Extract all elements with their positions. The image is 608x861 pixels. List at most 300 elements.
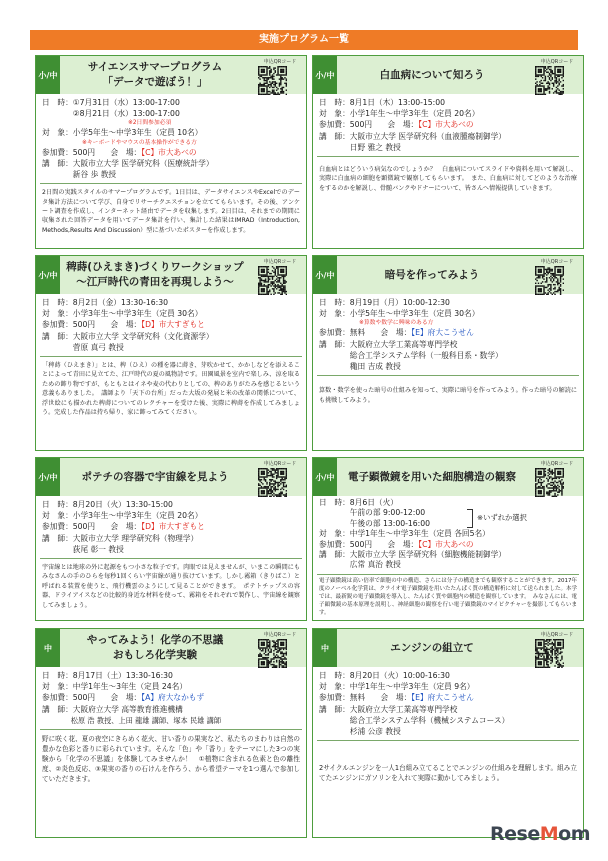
- qr-module: [270, 493, 271, 494]
- qr-module: [547, 480, 548, 481]
- qr-module: [264, 84, 265, 85]
- qr-module: [264, 658, 265, 659]
- qr-module: [561, 92, 562, 93]
- qr-module: [545, 649, 546, 650]
- qr-module: [262, 89, 263, 90]
- qr-module: [563, 646, 564, 647]
- qr-module: [536, 639, 537, 640]
- apply-qr[interactable]: [535, 461, 579, 501]
- qr-module: [281, 285, 282, 286]
- qr-module: [542, 487, 543, 488]
- qr-code-icon: [535, 66, 564, 95]
- qr-module: [535, 273, 536, 274]
- qr-module: [547, 76, 548, 77]
- qr-module: [261, 269, 262, 270]
- qr-module: [557, 81, 558, 82]
- qr-module: [261, 661, 262, 662]
- qr-module: [546, 269, 547, 270]
- qr-module: [547, 491, 548, 492]
- qr-module: [556, 658, 557, 659]
- qr-module: [535, 489, 536, 490]
- qr-module: [270, 283, 271, 284]
- qr-module: [275, 667, 276, 668]
- qr-module: [269, 490, 270, 491]
- qr-module: [557, 651, 558, 652]
- qr-module: [273, 289, 274, 290]
- qr-module: [275, 67, 276, 68]
- apply-qr[interactable]: [535, 259, 579, 299]
- qr-module: [286, 653, 287, 654]
- qr-module: [261, 667, 262, 668]
- qr-module: [273, 469, 274, 470]
- qr-module: [258, 69, 259, 70]
- qr-module: [554, 639, 555, 640]
- qr-module: [543, 69, 544, 70]
- qr-module: [269, 66, 270, 67]
- qr-module: [556, 653, 557, 654]
- qr-module: [539, 487, 540, 488]
- qr-module: [554, 471, 555, 472]
- qr-module: [556, 66, 557, 67]
- qr-module: [535, 646, 536, 647]
- qr-module: [549, 84, 550, 85]
- qr-module: [286, 84, 287, 85]
- qr-module: [549, 92, 550, 93]
- qr-module: [265, 266, 266, 267]
- qr-module: [277, 640, 278, 641]
- qr-module: [268, 493, 269, 494]
- qr-module: [535, 472, 536, 473]
- qr-module: [286, 80, 287, 81]
- qr-module: [543, 273, 544, 274]
- qr-module: [543, 493, 544, 494]
- qr-module: [276, 646, 277, 647]
- logo-accent: M: [539, 823, 559, 845]
- qr-module: [547, 667, 548, 668]
- qr-module: [557, 289, 558, 290]
- qr-module: [273, 480, 274, 481]
- qr-module: [539, 94, 540, 95]
- card-title: [339, 462, 525, 492]
- apply-qr[interactable]: [258, 259, 302, 299]
- qr-module: [538, 276, 539, 277]
- qr-module: [545, 273, 546, 274]
- qr-module: [539, 274, 540, 275]
- qr-module: [258, 664, 259, 665]
- qr-module: [265, 83, 266, 84]
- qr-module: [543, 658, 544, 659]
- qr-module: [276, 478, 277, 479]
- qr-module: [539, 70, 540, 71]
- qr-module: [557, 72, 558, 73]
- qr-module: [272, 76, 273, 77]
- qr-module: [264, 642, 265, 643]
- info-fee-venue: 参加費：500円 会 場：【D】市大すぎもと: [42, 522, 205, 532]
- qr-module: [258, 87, 259, 88]
- qr-module: [286, 469, 287, 470]
- program-list-banner: 実施プログラム一覧: [30, 30, 578, 50]
- qr-module: [539, 667, 540, 668]
- qr-module: [286, 471, 287, 472]
- qr-module: [259, 78, 260, 79]
- qr-module: [535, 89, 536, 90]
- apply-qr[interactable]: [258, 632, 302, 672]
- qr-module: [270, 650, 271, 651]
- qr-module: [547, 269, 548, 270]
- qr-module: [258, 483, 259, 484]
- qr-module: [286, 647, 287, 648]
- qr-module: [272, 667, 273, 668]
- qr-module: [557, 468, 558, 469]
- qr-module: [279, 494, 280, 495]
- qr-module: [542, 482, 543, 483]
- qr-module: [547, 654, 548, 655]
- qr-module: [270, 294, 271, 295]
- qr-module: [259, 480, 260, 481]
- qr-module: [549, 468, 550, 469]
- qr-module: [269, 74, 270, 75]
- qr-module: [552, 647, 553, 648]
- qr-module: [563, 476, 564, 477]
- qr-module: [286, 89, 287, 90]
- qr-module: [264, 639, 265, 640]
- qr-module: [539, 645, 540, 646]
- qr-module: [543, 469, 544, 470]
- qr-module: [535, 266, 536, 267]
- qr-module: [554, 476, 555, 477]
- qr-module: [545, 643, 546, 644]
- qr-module: [557, 85, 558, 86]
- qr-module: [268, 661, 269, 662]
- qr-module: [563, 482, 564, 483]
- qr-module: [545, 66, 546, 67]
- qr-module: [563, 70, 564, 71]
- qr-module: [536, 94, 537, 95]
- qr-module: [258, 66, 259, 67]
- qr-module: [539, 482, 540, 483]
- qr-module: [549, 288, 550, 289]
- qr-module: [264, 294, 265, 295]
- qr-module: [262, 658, 263, 659]
- qr-module: [557, 642, 558, 643]
- qr-module: [543, 291, 544, 292]
- qr-module: [284, 266, 285, 267]
- qr-module: [268, 472, 269, 473]
- qr-module: [276, 494, 277, 495]
- qr-module: [258, 274, 259, 275]
- apply-qr[interactable]: [535, 59, 579, 99]
- qr-module: [547, 664, 548, 665]
- qr-module: [262, 468, 263, 469]
- qr-module: [277, 66, 278, 67]
- qr-module: [258, 70, 259, 71]
- qr-module: [264, 83, 265, 84]
- qr-module: [284, 280, 285, 281]
- qr-module: [259, 283, 260, 284]
- qr-module: [557, 70, 558, 71]
- qr-module: [283, 287, 284, 288]
- program-card-chemistry: [35, 628, 307, 838]
- qr-module: [561, 94, 562, 95]
- qr-module: [269, 643, 270, 644]
- qr-module: [276, 654, 277, 655]
- info-fee-venue: 参加費：500円 会 場：【A】府大なかもず: [42, 693, 205, 703]
- qr-module: [275, 642, 276, 643]
- card-title: [339, 633, 525, 663]
- qr-module: [276, 649, 277, 650]
- qr-module: [547, 67, 548, 68]
- qr-module: [272, 77, 273, 78]
- qr-module: [543, 474, 544, 475]
- qr-module: [547, 645, 548, 646]
- qr-module: [258, 74, 259, 75]
- qr-module: [547, 88, 548, 89]
- qr-module: [535, 285, 536, 286]
- qr-module: [280, 471, 281, 472]
- qr-module: [266, 74, 267, 75]
- qr-module: [563, 639, 564, 640]
- qr-module: [270, 489, 271, 490]
- qr-module: [273, 642, 274, 643]
- card-description: 算数・数学を使った暗号の仕組みを知って、実際に暗号を作ってみよう。作った暗号の解読にも挑戦してみよう。: [319, 387, 577, 404]
- qr-module: [261, 664, 262, 665]
- qr-module: [279, 278, 280, 279]
- qr-module: [286, 94, 287, 95]
- qr-module: [541, 76, 542, 77]
- qr-module: [277, 67, 278, 68]
- qr-module: [279, 274, 280, 275]
- qr-module: [541, 474, 542, 475]
- program-card-cosmic-ray: [35, 457, 307, 621]
- qr-module: [258, 496, 259, 497]
- qr-module: [541, 658, 542, 659]
- qr-module: [558, 80, 559, 81]
- qr-module: [553, 482, 554, 483]
- qr-module: [545, 80, 546, 81]
- qr-module: [280, 657, 281, 658]
- qr-module: [277, 485, 278, 486]
- qr-module: [269, 87, 270, 88]
- qr-module: [283, 653, 284, 654]
- qr-module: [545, 660, 546, 661]
- qr-module: [554, 651, 555, 652]
- qr-module: [558, 84, 559, 85]
- qr-module: [538, 643, 539, 644]
- grade-badge: 小/中: [313, 458, 337, 496]
- qr-module: [261, 74, 262, 75]
- qr-module: [283, 654, 284, 655]
- qr-module: [264, 288, 265, 289]
- qr-module: [557, 643, 558, 644]
- qr-module: [283, 72, 284, 73]
- qr-module: [552, 653, 553, 654]
- qr-module: [265, 658, 266, 659]
- qr-module: [286, 486, 287, 487]
- qr-module: [543, 646, 544, 647]
- qr-module: [273, 291, 274, 292]
- qr-module: [554, 284, 555, 285]
- qr-module: [264, 272, 265, 273]
- qr-module: [561, 77, 562, 78]
- qr-module: [258, 645, 259, 646]
- qr-module: [535, 650, 536, 651]
- qr-module: [281, 66, 282, 67]
- qr-module: [280, 74, 281, 75]
- qr-module: [275, 486, 276, 487]
- qr-module: [554, 468, 555, 469]
- qr-module: [557, 274, 558, 275]
- qr-module: [547, 469, 548, 470]
- info-fee-venue: 参加費：500円 会 場：【C】市大あべの: [42, 147, 197, 157]
- qr-module: [272, 281, 273, 282]
- qr-module: [272, 483, 273, 484]
- qr-module: [268, 645, 269, 646]
- qr-module: [558, 269, 559, 270]
- qr-module: [264, 645, 265, 646]
- qr-module: [546, 493, 547, 494]
- apply-qr[interactable]: [258, 59, 302, 99]
- qr-module: [558, 76, 559, 77]
- qr-module: [269, 645, 270, 646]
- qr-module: [261, 88, 262, 89]
- qr-module: [552, 490, 553, 491]
- qr-module: [273, 94, 274, 95]
- qr-module: [273, 489, 274, 490]
- qr-module: [284, 667, 285, 668]
- qr-module: [266, 269, 267, 270]
- qr-module: [277, 656, 278, 657]
- qr-module: [268, 665, 269, 666]
- title-line: 電子顕微鏡を用いた細胞構造の観察: [348, 470, 516, 483]
- qr-module: [261, 272, 262, 273]
- qr-module: [552, 479, 553, 480]
- qr-module: [283, 639, 284, 640]
- qr-module: [277, 482, 278, 483]
- qr-module: [275, 643, 276, 644]
- qr-module: [286, 476, 287, 477]
- qr-module: [261, 94, 262, 95]
- qr-module: [558, 490, 559, 491]
- qr-module: [284, 657, 285, 658]
- qr-module: [556, 74, 557, 75]
- qr-module: [561, 665, 562, 666]
- qr-module: [258, 640, 259, 641]
- qr-module: [279, 482, 280, 483]
- qr-module: [539, 496, 540, 497]
- qr-module: [270, 273, 271, 274]
- info-date: 日 時：8月6日（火）: [319, 498, 398, 507]
- qr-module: [266, 472, 267, 473]
- qr-module: [258, 468, 259, 469]
- qr-module: [536, 468, 537, 469]
- qr-module: [284, 281, 285, 282]
- qr-module: [286, 67, 287, 68]
- qr-module: [276, 667, 277, 668]
- qr-module: [547, 657, 548, 658]
- session-bracket: [467, 509, 473, 528]
- card-description: 白血病とはどういう病気なのでしょうか？ 白血病についてスライドや資料を用いて解説し、実際に白血病の細胞を顕微鏡で観察してもらいます。 また、白血病に対してどのような治療をするのかを解説し、骨髄バンクやドナーについて、皆さんへ情報提供していきます。: [319, 166, 577, 192]
- qr-module: [550, 72, 551, 73]
- qr-module: [535, 292, 536, 293]
- qr-module: [268, 77, 269, 78]
- qr-module: [269, 289, 270, 290]
- qr-module: [283, 474, 284, 475]
- qr-module: [557, 650, 558, 651]
- qr-module: [286, 72, 287, 73]
- qr-module: [561, 490, 562, 491]
- qr-module: [277, 72, 278, 73]
- qr-module: [258, 85, 259, 86]
- apply-qr[interactable]: [535, 632, 579, 672]
- qr-module: [539, 85, 540, 86]
- qr-module: [541, 645, 542, 646]
- qr-module: [258, 277, 259, 278]
- qr-module: [283, 78, 284, 79]
- qr-module: [552, 281, 553, 282]
- qr-module: [542, 496, 543, 497]
- qr-module: [259, 667, 260, 668]
- qr-module: [261, 283, 262, 284]
- info-date: 日 時：8月20日（火）10:00-16:30: [319, 671, 450, 680]
- qr-module: [281, 645, 282, 646]
- qr-module: [545, 89, 546, 90]
- qr-module: [535, 267, 536, 268]
- qr-module: [286, 496, 287, 497]
- qr-module: [261, 84, 262, 85]
- qr-module: [554, 480, 555, 481]
- qr-module: [560, 292, 561, 293]
- qr-module: [272, 640, 273, 641]
- qr-module: [280, 289, 281, 290]
- qr-module: [549, 654, 550, 655]
- qr-module: [286, 83, 287, 84]
- qr-module: [272, 283, 273, 284]
- qr-module: [542, 658, 543, 659]
- qr-module: [539, 72, 540, 73]
- qr-module: [538, 269, 539, 270]
- qr-module: [543, 468, 544, 469]
- qr-module: [258, 72, 259, 73]
- qr-module: [258, 94, 259, 95]
- qr-module: [261, 491, 262, 492]
- qr-module: [273, 288, 274, 289]
- apply-qr[interactable]: [258, 461, 302, 501]
- qr-module: [258, 288, 259, 289]
- qr-module: [262, 85, 263, 86]
- qr-module: [558, 283, 559, 284]
- qr-module: [561, 667, 562, 668]
- info-target: 対 象：中学1年生～3年生（定員 24名）: [42, 682, 188, 692]
- qr-module: [279, 657, 280, 658]
- qr-module: [272, 87, 273, 88]
- qr-module: [261, 482, 262, 483]
- qr-module: [547, 72, 548, 73]
- card-title-bar: [36, 458, 306, 496]
- qr-module: [557, 66, 558, 67]
- qr-module: [539, 490, 540, 491]
- qr-module: [547, 479, 548, 480]
- qr-module: [281, 493, 282, 494]
- qr-module: [535, 496, 536, 497]
- qr-module: [280, 88, 281, 89]
- qr-module: [277, 645, 278, 646]
- qr-module: [268, 269, 269, 270]
- qr-module: [550, 491, 551, 492]
- qr-module: [273, 483, 274, 484]
- qr-module: [262, 490, 263, 491]
- qr-module: [281, 667, 282, 668]
- qr-module: [279, 647, 280, 648]
